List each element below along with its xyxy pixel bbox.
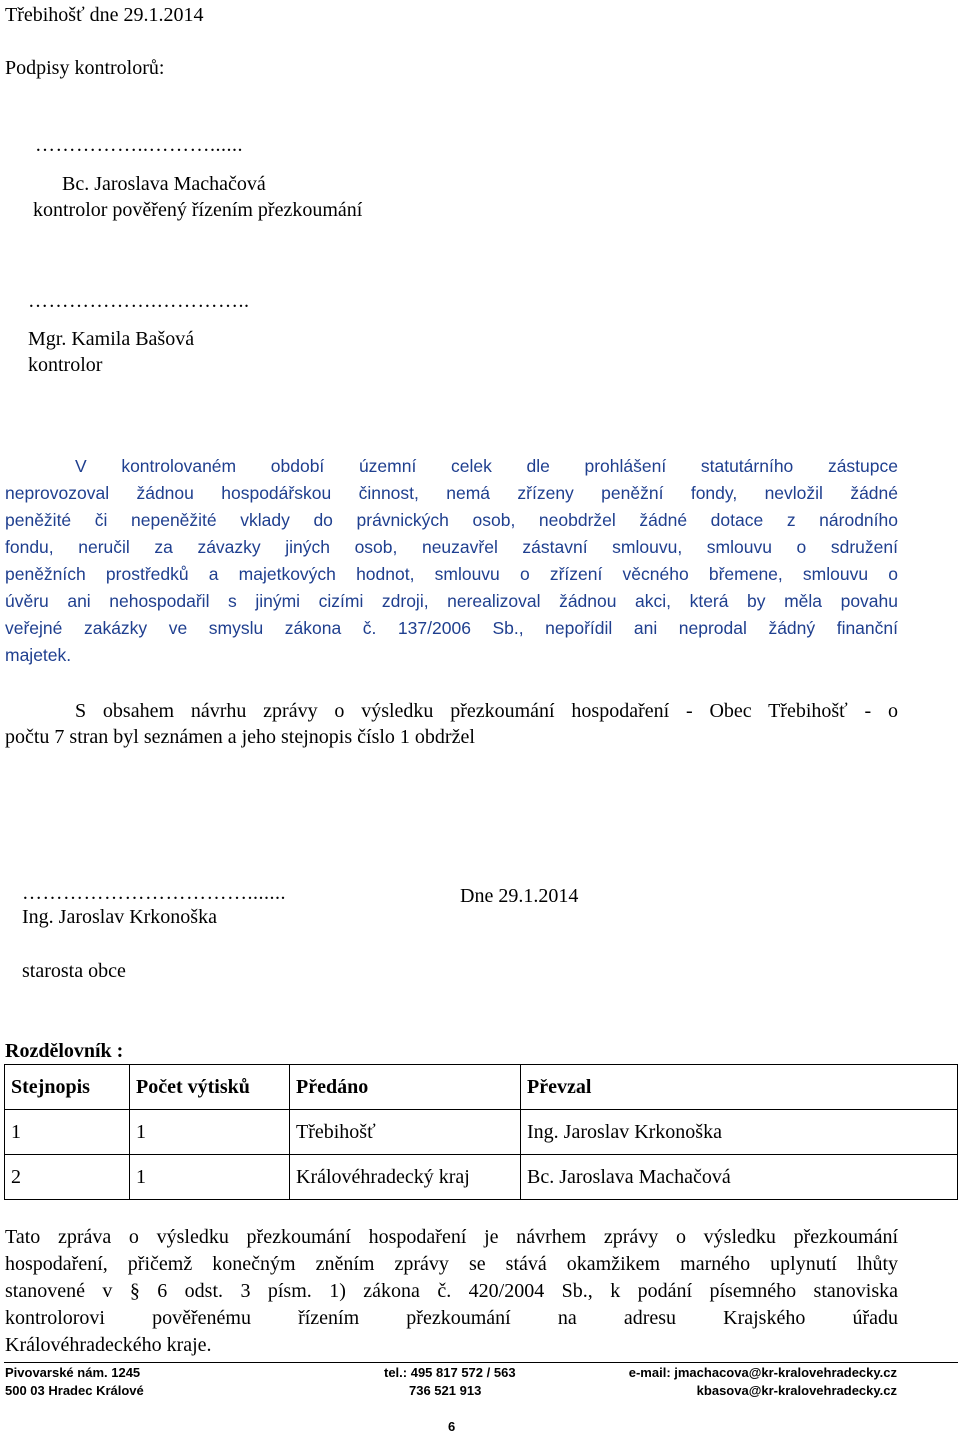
table-row [5,1155,958,1200]
signatures-label: Podpisy kontrolorů: [5,57,165,79]
header-prevzal: Převzal [521,1065,958,1110]
statement-line: peněžité či nepeněžité vklady do právnických osob, neobdržel žádné dotace z národního [5,510,898,530]
page-number: 6 [448,1419,456,1434]
footer-phone: tel.: 495 817 572 / 563 [384,1365,516,1380]
table-cell: Třebihošť [290,1110,521,1155]
signature-line-2: ……………….………….. [28,290,250,312]
footer-email[interactable]: e-mail: jmachacova@kr-kralovehradecky.cz [628,1365,897,1380]
footer-address-city: 500 03 Hradec Králové [5,1383,144,1398]
table-cell: 2 [5,1155,130,1200]
table-cell: Ing. Jaroslav Krkonoška [521,1110,958,1155]
statement-line: fondu, neručil za závazky jiných osob, neuzavřel zástavní smlouvu, smlouvu o sdružení [5,537,898,557]
mayor-sign-date: Dne 29.1.2014 [460,885,579,907]
mayor-name: Ing. Jaroslav Krkonoška [22,906,217,928]
signer-2-role: kontrolor [28,354,103,376]
table-header-row [5,1065,958,1110]
acknowledgement-line: počtu 7 stran byl seznámen a jeho stejnopis číslo 1 obdržel [5,726,475,748]
note-line: Tato zpráva o výsledku přezkoumání hospodaření je návrhem zprávy o výsledku přezkoumání [5,1226,898,1248]
table-cell: Královéhradecký kraj [290,1155,521,1200]
note-paragraph [5,1224,898,1359]
header-pocet-vytisku: Počet výtisků [130,1065,290,1110]
footer-divider [4,1362,958,1363]
statement-line: peněžních prostředků a majetkových hodnot, smlouvu o zřízení věcného břemene, smlouvu o [5,564,898,584]
footer-phone-2: 736 521 913 [409,1383,482,1398]
signature-line-1: ……………..………...... [35,134,243,156]
table-cell: 1 [130,1110,290,1155]
statement-line: veřejné zakázky ve smyslu zákona č. 137/2006 Sb., nepořídil ani neprodal žádný finanční [5,618,898,638]
header-stejnopis: Stejnopis [5,1065,130,1110]
note-line: Královéhradeckého kraje. [5,1334,212,1356]
statement-paragraph [5,453,898,669]
statement-line: neprovozoval žádnou hospodářskou činnost, nemá zřízeny peněžní fondy, nevložil žádné [5,483,898,503]
signer-1-name: Bc. Jaroslava Machačová [62,173,266,195]
statement-line: úvěru ani nehospodařil s jinými cizími zdroji, nerealizoval žádnou akci, která by měla povahu [5,591,898,611]
table-cell: Bc. Jaroslava Machačová [521,1155,958,1200]
distribution-title: Rozdělovník : [5,1040,124,1062]
acknowledgement-paragraph [5,698,898,750]
table-cell: 1 [130,1155,290,1200]
statement-line: majetek. [5,645,72,665]
footer-address-street: Pivovarské nám. 1245 [5,1365,141,1380]
mayor-role: starosta obce [22,960,126,982]
note-line: stanovené v § 6 odst. 3 písm. 1) zákona č. 420/2004 Sb., k podání písemného stanoviska [5,1280,898,1302]
header-predano: Předáno [290,1065,521,1110]
signer-2-name: Mgr. Kamila Bašová [28,328,195,350]
table-cell: 1 [5,1110,130,1155]
note-line: kontrolorovi pověřenému řízením přezkoumání na adresu Krajského úřadu [5,1307,898,1329]
signer-1-role: kontrolor pověřený řízením přezkoumání [33,199,363,221]
note-line: hospodaření, přičemž konečným zněním zprávy se stává okamžikem marného uplynutí lhůty [5,1253,898,1275]
table-row [5,1110,958,1155]
statement-line: V kontrolovaném období územní celek dle prohlášení statutárního zástupce [75,456,898,476]
acknowledgement-line: S obsahem návrhu zprávy o výsledku přezkoumání hospodaření - Obec Třebihošť - o [75,700,898,722]
distribution-table [4,1064,958,1200]
footer-email-2[interactable]: kbasova@kr-kralovehradecky.cz [696,1383,897,1398]
place-date: Třebihošť dne 29.1.2014 [5,4,204,26]
mayor-signature-line: ……………………………....... [22,882,286,904]
